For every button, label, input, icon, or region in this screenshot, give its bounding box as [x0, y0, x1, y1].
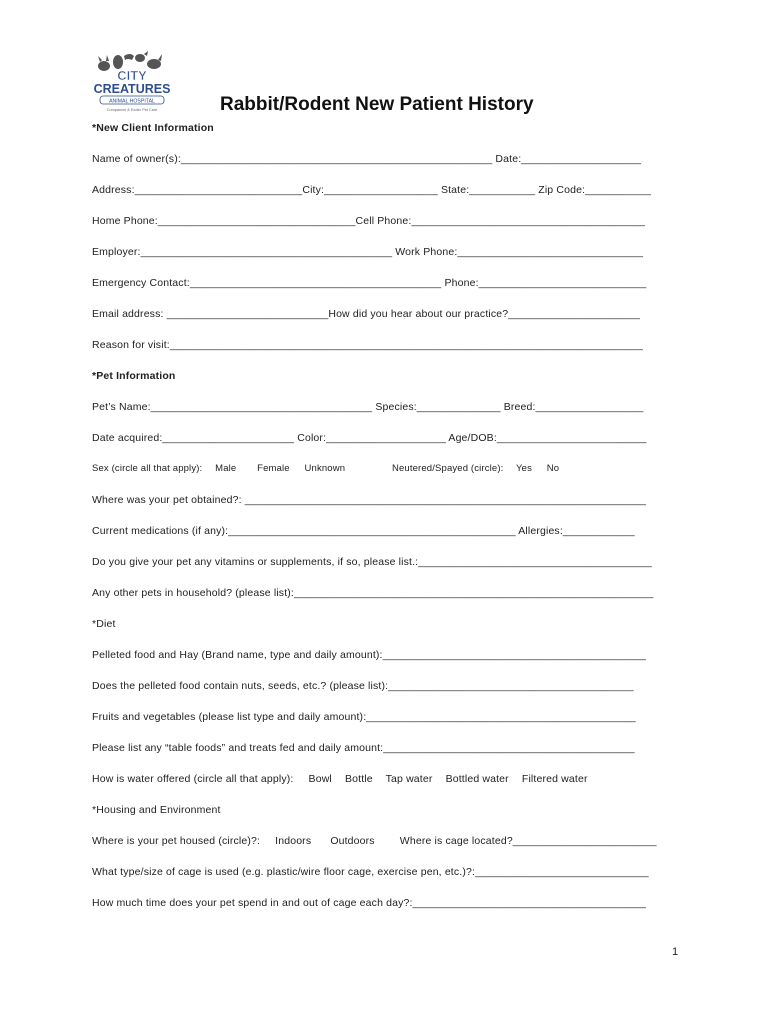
- nuts-field-line[interactable]: Does the pelleted food contain nuts, seeds, etc.? (please list):_________________________________________: [92, 680, 634, 692]
- housed-row: [92, 835, 657, 847]
- sex-option-male[interactable]: Male: [215, 463, 237, 474]
- water-option-bottled[interactable]: Bottled water: [445, 773, 509, 785]
- section-housing: *Housing and Environment: [92, 804, 221, 816]
- address-field-line[interactable]: Address:____________________________City:___________________ State:___________ Zip Code:___________: [92, 184, 652, 196]
- page-title: Rabbit/Rodent New Patient History: [220, 94, 534, 115]
- logo-city-text: CITY: [117, 68, 147, 83]
- email-field-line[interactable]: Email address: ___________________________How did you hear about our practice?______________________: [92, 308, 641, 320]
- fruits-field-line[interactable]: Fruits and vegetables (please list type and daily amount):_____________________________________________: [92, 711, 636, 723]
- logo-tagline-text: Companion & Exotic Pet Care: [106, 108, 158, 112]
- sex-option-female[interactable]: Female: [257, 463, 290, 474]
- section-diet: *Diet: [92, 618, 116, 630]
- neutered-option-no[interactable]: No: [546, 463, 560, 474]
- table-foods-field-line[interactable]: Please list any “table foods” and treats fed and daily amount:__________________________________________: [92, 742, 635, 754]
- water-option-tap[interactable]: Tap water: [385, 773, 433, 785]
- obtained-field-line[interactable]: Where was your pet obtained?: ___________________________________________________________________: [92, 494, 647, 506]
- time-in-cage-field-line[interactable]: How much time does your pet spend in and out of cage each day?:_______________________________________: [92, 897, 647, 909]
- sex-label: Sex (circle all that apply):: [92, 463, 203, 474]
- cage-type-field-line[interactable]: What type/size of cage is used (e.g. plastic/wire floor cage, exercise pen, etc.)?:_____________________________: [92, 866, 649, 878]
- phone-field-line[interactable]: Home Phone:_________________________________Cell Phone:_______________________________________: [92, 215, 646, 227]
- other-pets-field-line[interactable]: Any other pets in household? (please list):____________________________________________________________: [92, 587, 654, 599]
- pet-name-field-line[interactable]: Pet’s Name:_____________________________________ Species:______________ Breed:__________________: [92, 401, 644, 413]
- city-creatures-logo: [90, 50, 174, 114]
- section-pet-info: *Pet Information: [92, 370, 176, 382]
- sex-row: [92, 463, 559, 474]
- neutered-option-yes[interactable]: Yes: [516, 463, 532, 474]
- logo-creatures-text: CREATURES: [93, 82, 171, 96]
- logo-hospital-text: ANIMAL HOSPITAL: [109, 98, 155, 105]
- water-option-bowl[interactable]: Bowl: [308, 773, 332, 785]
- date-acquired-field-line[interactable]: Date acquired:______________________ Color:____________________ Age/DOB:_________________________: [92, 432, 647, 444]
- water-option-filtered[interactable]: Filtered water: [521, 773, 588, 785]
- section-new-client: *New Client Information: [92, 122, 214, 134]
- housed-option-outdoors[interactable]: Outdoors: [330, 835, 375, 847]
- page-number: 1: [672, 946, 679, 958]
- cage-location-field[interactable]: Where is cage located?________________________: [399, 835, 657, 847]
- water-row: [92, 773, 588, 785]
- pelleted-field-line[interactable]: Pelleted food and Hay (Brand name, type and daily amount):____________________________________________: [92, 649, 647, 661]
- emergency-field-line[interactable]: Emergency Contact:__________________________________________ Phone:____________________________: [92, 277, 647, 289]
- vitamins-field-line[interactable]: Do you give your pet any vitamins or supplements, if so, please list.:_______________________________________: [92, 556, 652, 568]
- employer-field-line[interactable]: Employer:__________________________________________ Work Phone:_______________________________: [92, 246, 644, 258]
- owners-field-line[interactable]: Name of owner(s):____________________________________________________ Date:____________________: [92, 153, 642, 165]
- water-option-bottle[interactable]: Bottle: [344, 773, 373, 785]
- sex-option-unknown[interactable]: Unknown: [304, 463, 346, 474]
- housed-label: Where is your pet housed (circle)?:: [92, 835, 261, 847]
- reason-field-line[interactable]: Reason for visit:_______________________________________________________________________________: [92, 339, 644, 351]
- water-label: How is water offered (circle all that apply):: [92, 773, 294, 785]
- medications-field-line[interactable]: Current medications (if any):________________________________________________ Allergies:____________: [92, 525, 635, 537]
- neutered-label: Neutered/Spayed (circle):: [391, 463, 504, 474]
- housed-option-indoors[interactable]: Indoors: [275, 835, 312, 847]
